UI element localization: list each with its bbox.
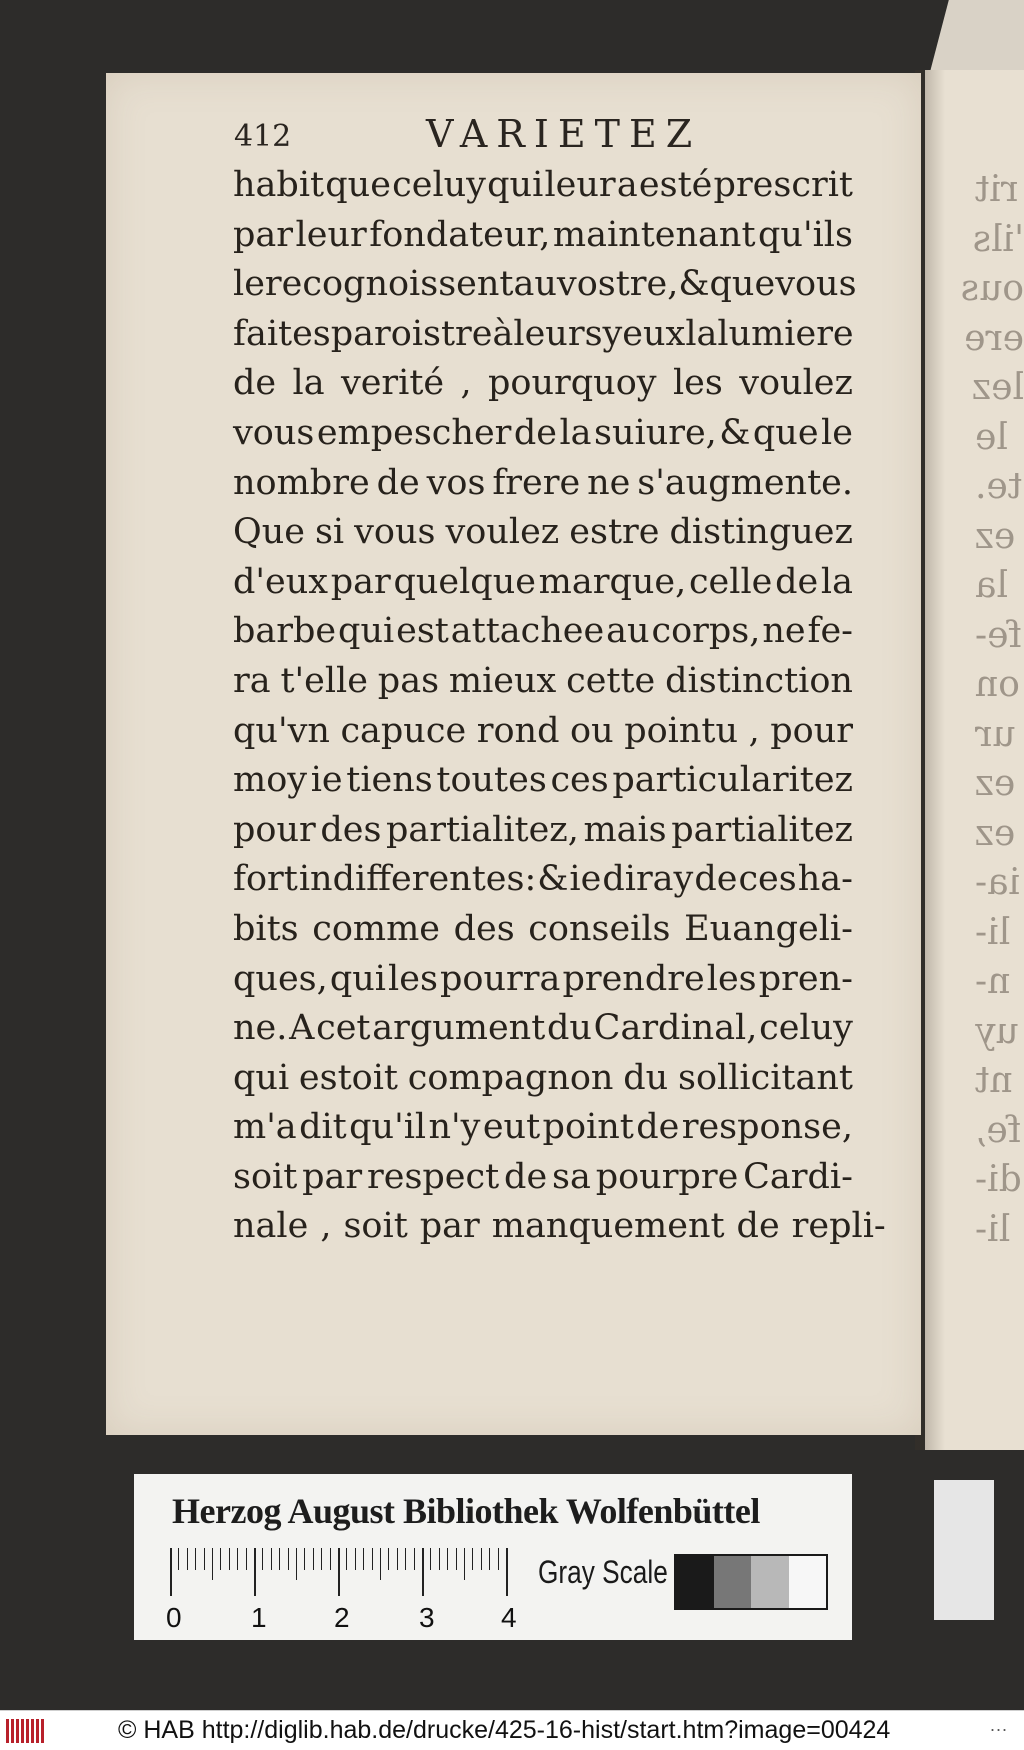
facing-page-fragment: fe, bbox=[975, 1109, 1022, 1151]
text-word: dit bbox=[299, 1107, 347, 1148]
hab-logo-icon bbox=[6, 1719, 44, 1743]
ruler-tick bbox=[195, 1548, 196, 1570]
text-word: soit bbox=[343, 1206, 408, 1247]
text-word: comme bbox=[312, 908, 440, 949]
facing-page-fragment: 'ils bbox=[972, 218, 1024, 260]
footer-bar bbox=[0, 1710, 1024, 1750]
text-word: Cardi- bbox=[743, 1156, 853, 1197]
ruler-tick bbox=[321, 1548, 322, 1570]
scale-ruler bbox=[170, 1548, 515, 1608]
text-word: yeux bbox=[602, 313, 686, 354]
text-word: ie bbox=[310, 760, 343, 801]
facing-page-fragment: ez bbox=[975, 763, 1016, 804]
ruler-tick bbox=[430, 1548, 431, 1570]
ruler-tick bbox=[456, 1548, 457, 1570]
text-word: responsе, bbox=[681, 1107, 853, 1148]
text-line bbox=[233, 1103, 853, 1153]
text-word: suiure, bbox=[594, 412, 717, 453]
ruler-tick bbox=[439, 1548, 440, 1570]
ruler-tick bbox=[304, 1548, 305, 1570]
text-word: est bbox=[396, 611, 449, 652]
text-word: au bbox=[606, 611, 650, 652]
text-word: pourra bbox=[440, 958, 561, 999]
text-word: de bbox=[504, 1156, 548, 1197]
text-word: du bbox=[547, 1008, 592, 1049]
text-word: vous bbox=[354, 512, 436, 553]
text-word: celle bbox=[688, 561, 773, 602]
text-word: mieux bbox=[448, 660, 557, 701]
text-word: barbe bbox=[233, 611, 337, 652]
text-word: paroistre bbox=[330, 313, 493, 354]
text-word: partialitez, bbox=[386, 809, 579, 850]
text-line bbox=[233, 310, 853, 360]
text-word: prendre bbox=[562, 958, 705, 999]
text-word: de bbox=[694, 859, 738, 900]
text-word: voulez bbox=[739, 363, 853, 404]
ruler-tick bbox=[271, 1548, 272, 1570]
facing-page-fragment: ere bbox=[964, 317, 1024, 359]
facing-page-fragment: lez bbox=[972, 367, 1024, 408]
text-word: ha- bbox=[797, 859, 853, 900]
text-word: les bbox=[672, 363, 723, 404]
text-word: sollicitant bbox=[678, 1057, 853, 1098]
ruler-tick bbox=[187, 1548, 188, 1570]
gray-swatch-white bbox=[789, 1556, 827, 1608]
text-word: & bbox=[678, 264, 710, 305]
gray-swatch-light bbox=[751, 1556, 789, 1608]
text-line bbox=[233, 359, 853, 409]
text-word: celuy bbox=[392, 165, 486, 205]
facing-page-fragment: li- bbox=[975, 911, 1011, 953]
text-word: vous bbox=[775, 264, 857, 305]
text-word: fort bbox=[233, 859, 298, 900]
text-word: argument bbox=[372, 1008, 546, 1049]
ruler-tick bbox=[229, 1548, 230, 1570]
text-word: de bbox=[775, 561, 819, 602]
ruler-tick bbox=[204, 1548, 205, 1570]
text-line bbox=[233, 459, 853, 509]
text-word: qui bbox=[233, 1057, 290, 1098]
text-word: m'a bbox=[233, 1107, 297, 1148]
text-word: recognoissent bbox=[264, 264, 514, 305]
text-word: faites bbox=[233, 313, 331, 354]
facing-page-bleedthrough bbox=[960, 165, 1024, 1254]
text-word: mais bbox=[583, 809, 667, 850]
text-line bbox=[233, 955, 853, 1005]
ruler-tick bbox=[178, 1548, 179, 1570]
text-word: ne bbox=[587, 462, 631, 503]
text-word: n'y bbox=[428, 1107, 481, 1148]
text-line bbox=[233, 508, 853, 558]
text-word: esté bbox=[638, 165, 713, 205]
text-word: pourquoy bbox=[488, 363, 657, 404]
gray-scale-label: Gray Scale bbox=[538, 1554, 668, 1590]
text-word: nale bbox=[233, 1206, 309, 1247]
facing-page-fragment: ez bbox=[975, 515, 1016, 557]
facing-page-fragment: ur bbox=[975, 713, 1016, 755]
text-word: particularitez bbox=[612, 760, 853, 801]
text-word: estre bbox=[569, 512, 660, 553]
text-word: moy bbox=[233, 760, 308, 801]
facing-page-fragment: rit bbox=[975, 169, 1019, 210]
text-word: ces bbox=[738, 859, 797, 900]
text-word: que bbox=[752, 412, 819, 453]
text-word: eut bbox=[482, 1107, 541, 1148]
ruler-tick bbox=[355, 1548, 356, 1570]
text-word: la bbox=[559, 412, 592, 453]
text-word: ques, bbox=[233, 958, 328, 999]
ruler-tick bbox=[237, 1548, 238, 1570]
text-line bbox=[233, 558, 853, 608]
text-word: pour bbox=[770, 710, 853, 751]
scale-label-3: 3 bbox=[419, 1602, 435, 1633]
text-word: que bbox=[325, 165, 391, 205]
text-line bbox=[233, 260, 857, 310]
ruler-tick bbox=[363, 1548, 364, 1570]
text-line bbox=[233, 905, 853, 955]
text-word: , bbox=[320, 1206, 332, 1247]
ruler-tick bbox=[481, 1548, 482, 1570]
text-line bbox=[233, 1054, 853, 1104]
facing-page-fragment: ous bbox=[960, 268, 1024, 309]
scale-label-1: 1 bbox=[251, 1602, 267, 1633]
ruler-tick bbox=[254, 1548, 256, 1596]
text-word: frere bbox=[492, 462, 581, 503]
gray-swatch-black bbox=[676, 1556, 714, 1608]
text-word: repli- bbox=[791, 1206, 886, 1247]
text-word: leur bbox=[544, 165, 616, 205]
text-line bbox=[233, 211, 853, 261]
text-word: des bbox=[453, 908, 515, 949]
text-word: la bbox=[820, 561, 853, 602]
ruler-tick bbox=[422, 1548, 424, 1596]
text-word: & bbox=[719, 412, 751, 453]
text-word: capuce bbox=[340, 710, 467, 751]
text-word: que bbox=[709, 264, 776, 305]
ruler-tick bbox=[489, 1548, 490, 1570]
text-word: empescher bbox=[316, 412, 512, 453]
text-word: t'elle bbox=[280, 660, 368, 701]
text-word: tiens bbox=[346, 760, 433, 801]
page-number: 412 bbox=[234, 119, 292, 154]
text-word: & bbox=[537, 859, 569, 900]
text-word: de bbox=[233, 363, 277, 404]
facing-page-fragment: nt bbox=[975, 1060, 1013, 1101]
ruler-tick bbox=[279, 1548, 280, 1570]
text-word: indifferentes: bbox=[298, 859, 537, 900]
ruler-tick bbox=[220, 1548, 221, 1570]
text-word: par bbox=[302, 1156, 363, 1197]
text-line bbox=[233, 607, 853, 657]
facing-page-fragment: la bbox=[975, 565, 1008, 606]
text-line bbox=[233, 1004, 853, 1054]
ruler-tick bbox=[212, 1548, 213, 1580]
text-word: attachee bbox=[450, 611, 605, 652]
text-word: prescrit bbox=[713, 165, 853, 205]
facing-page-fragment: li- bbox=[975, 1208, 1011, 1250]
ruler-tick bbox=[170, 1548, 172, 1596]
text-word: compagnon bbox=[407, 1057, 614, 1098]
text-word: leurs bbox=[513, 313, 603, 354]
text-word: point bbox=[542, 1107, 634, 1148]
text-word: les bbox=[706, 958, 757, 999]
page-header bbox=[128, 112, 718, 160]
ruler-tick bbox=[346, 1548, 347, 1570]
text-word: qui bbox=[338, 611, 395, 652]
text-word: habit bbox=[233, 165, 325, 205]
text-word: pour bbox=[233, 809, 316, 850]
text-word: des bbox=[320, 809, 382, 850]
scale-label-2: 2 bbox=[334, 1602, 350, 1633]
text-word: d'eux bbox=[233, 561, 329, 602]
text-word: leur bbox=[295, 214, 367, 255]
text-word: diray bbox=[602, 859, 694, 900]
ruler-tick bbox=[380, 1548, 381, 1580]
text-word: nombre bbox=[233, 462, 370, 503]
ruler-tick bbox=[472, 1548, 473, 1570]
text-word: , bbox=[748, 710, 760, 751]
scale-label-0: 0 bbox=[166, 1602, 182, 1633]
ruler-tick bbox=[288, 1548, 289, 1570]
text-word: celuy bbox=[759, 1008, 853, 1049]
ruler-tick bbox=[338, 1548, 340, 1596]
more-icon[interactable]: ... bbox=[990, 1715, 1009, 1735]
text-word: corps, bbox=[651, 611, 761, 652]
text-word: si bbox=[314, 512, 345, 553]
text-word: le bbox=[821, 412, 853, 453]
text-word: ne. bbox=[233, 1008, 288, 1049]
text-word: sa bbox=[552, 1156, 591, 1197]
text-line bbox=[233, 855, 853, 905]
text-word: distinction bbox=[665, 660, 853, 701]
library-name: Herzog August Bibliothek Wolfenbüttel bbox=[172, 1491, 760, 1531]
text-word: Que bbox=[233, 512, 305, 553]
text-word: ou bbox=[570, 710, 614, 751]
text-word: de bbox=[376, 462, 420, 503]
facing-page-fragment: on bbox=[975, 664, 1020, 705]
text-word: distinguez bbox=[669, 512, 853, 553]
text-word: partialitez bbox=[671, 809, 853, 850]
text-word: pourpre bbox=[595, 1156, 739, 1197]
ruler-tick bbox=[313, 1548, 314, 1570]
text-word: qu'vn bbox=[233, 710, 330, 751]
text-word: qu'ils bbox=[758, 214, 853, 255]
text-word: A bbox=[289, 1008, 315, 1049]
ruler-tick bbox=[397, 1548, 398, 1570]
text-line bbox=[233, 1202, 886, 1252]
text-word: soit bbox=[233, 1156, 298, 1197]
text-word: respect bbox=[367, 1156, 500, 1197]
text-word: le bbox=[233, 264, 265, 305]
color-target-card bbox=[134, 1474, 852, 1640]
text-word: , bbox=[460, 363, 472, 404]
text-word: quelque bbox=[393, 561, 536, 602]
facing-page-fragment: ez bbox=[975, 812, 1016, 854]
ruler-tick bbox=[506, 1548, 508, 1596]
text-word: vostre, bbox=[556, 264, 679, 305]
text-word: manquement bbox=[491, 1206, 725, 1247]
text-word: lumiere bbox=[717, 313, 854, 354]
running-head: VARIETEZ bbox=[426, 112, 702, 156]
gray-swatch-dark bbox=[714, 1556, 752, 1608]
text-word: ne bbox=[762, 611, 806, 652]
text-word: de bbox=[736, 1206, 780, 1247]
page-body-text bbox=[233, 161, 886, 1252]
text-word: qui bbox=[487, 165, 544, 205]
text-word: ra bbox=[233, 660, 271, 701]
scale-label-4: 4 bbox=[501, 1602, 517, 1633]
facing-page-fragment: uy bbox=[975, 1010, 1019, 1052]
ruler-tick bbox=[330, 1548, 331, 1570]
text-word: par bbox=[330, 561, 391, 602]
facing-page-fragment: te. bbox=[975, 466, 1023, 507]
text-word: au bbox=[513, 264, 557, 305]
facing-page-fragment: le bbox=[975, 416, 1008, 458]
text-word: à bbox=[492, 313, 514, 354]
text-line bbox=[233, 707, 853, 757]
text-line bbox=[233, 657, 853, 707]
text-word: par bbox=[233, 214, 294, 255]
text-word: estoit bbox=[298, 1057, 398, 1098]
text-word: pas bbox=[377, 660, 440, 701]
ruler-tick bbox=[388, 1548, 389, 1570]
text-word: vos bbox=[426, 462, 486, 503]
ruler-tick bbox=[262, 1548, 263, 1570]
text-word: a bbox=[616, 165, 638, 205]
text-line bbox=[233, 161, 853, 211]
ruler-tick bbox=[414, 1548, 415, 1570]
text-word: s'augmente. bbox=[637, 462, 853, 503]
text-word: cette bbox=[566, 660, 656, 701]
facing-page-fragment: di- bbox=[975, 1159, 1022, 1200]
ruler-tick bbox=[246, 1548, 247, 1570]
text-line bbox=[233, 1153, 853, 1203]
ruler-tick bbox=[447, 1548, 448, 1570]
text-word: la bbox=[685, 313, 718, 354]
text-word: ie bbox=[569, 859, 602, 900]
text-word: pren- bbox=[758, 958, 853, 999]
footer-copyright-link[interactable]: © HAB http://diglib.hab.de/drucke/425-16-hist/start.htm?image=00424 bbox=[118, 1716, 891, 1744]
text-word: de bbox=[513, 412, 557, 453]
text-word: verité bbox=[340, 363, 445, 404]
ruler-tick bbox=[498, 1548, 499, 1570]
ruler-tick bbox=[372, 1548, 373, 1570]
ruler-tick bbox=[464, 1548, 465, 1580]
text-word: qui bbox=[329, 958, 386, 999]
text-word: la bbox=[292, 363, 325, 404]
text-word: cet bbox=[316, 1008, 371, 1049]
text-word: du bbox=[623, 1057, 669, 1098]
text-word: pointu bbox=[624, 710, 739, 751]
text-line bbox=[233, 756, 853, 806]
text-word: vous bbox=[233, 412, 315, 453]
text-word: bits bbox=[233, 908, 299, 949]
facing-page-fragment: n- bbox=[975, 961, 1011, 1002]
text-word: Cardinal, bbox=[593, 1008, 758, 1049]
ruler-tick bbox=[405, 1548, 406, 1570]
facing-page-fragment: ia- bbox=[975, 862, 1021, 903]
text-word: ces bbox=[550, 760, 609, 801]
text-word: conseils bbox=[528, 908, 671, 949]
facing-page-fragment: fe- bbox=[975, 614, 1022, 656]
text-word: marque, bbox=[538, 561, 687, 602]
text-word: de bbox=[636, 1107, 680, 1148]
text-word: les bbox=[388, 958, 438, 999]
gray-scale-swatches bbox=[674, 1554, 828, 1610]
text-word: par bbox=[419, 1206, 480, 1247]
ruler-tick bbox=[296, 1548, 297, 1580]
text-word: voulez bbox=[445, 512, 560, 553]
text-word: qu'il bbox=[349, 1107, 427, 1148]
text-line bbox=[233, 409, 853, 459]
text-word: maintenant bbox=[552, 214, 756, 255]
text-word: Euangeli- bbox=[684, 908, 853, 949]
text-line bbox=[233, 806, 853, 856]
text-word: fe- bbox=[807, 611, 853, 652]
text-word: rond bbox=[476, 710, 560, 751]
facing-target-card bbox=[934, 1480, 994, 1620]
text-word: toutes bbox=[436, 760, 547, 801]
text-word: fondateur, bbox=[369, 214, 551, 255]
